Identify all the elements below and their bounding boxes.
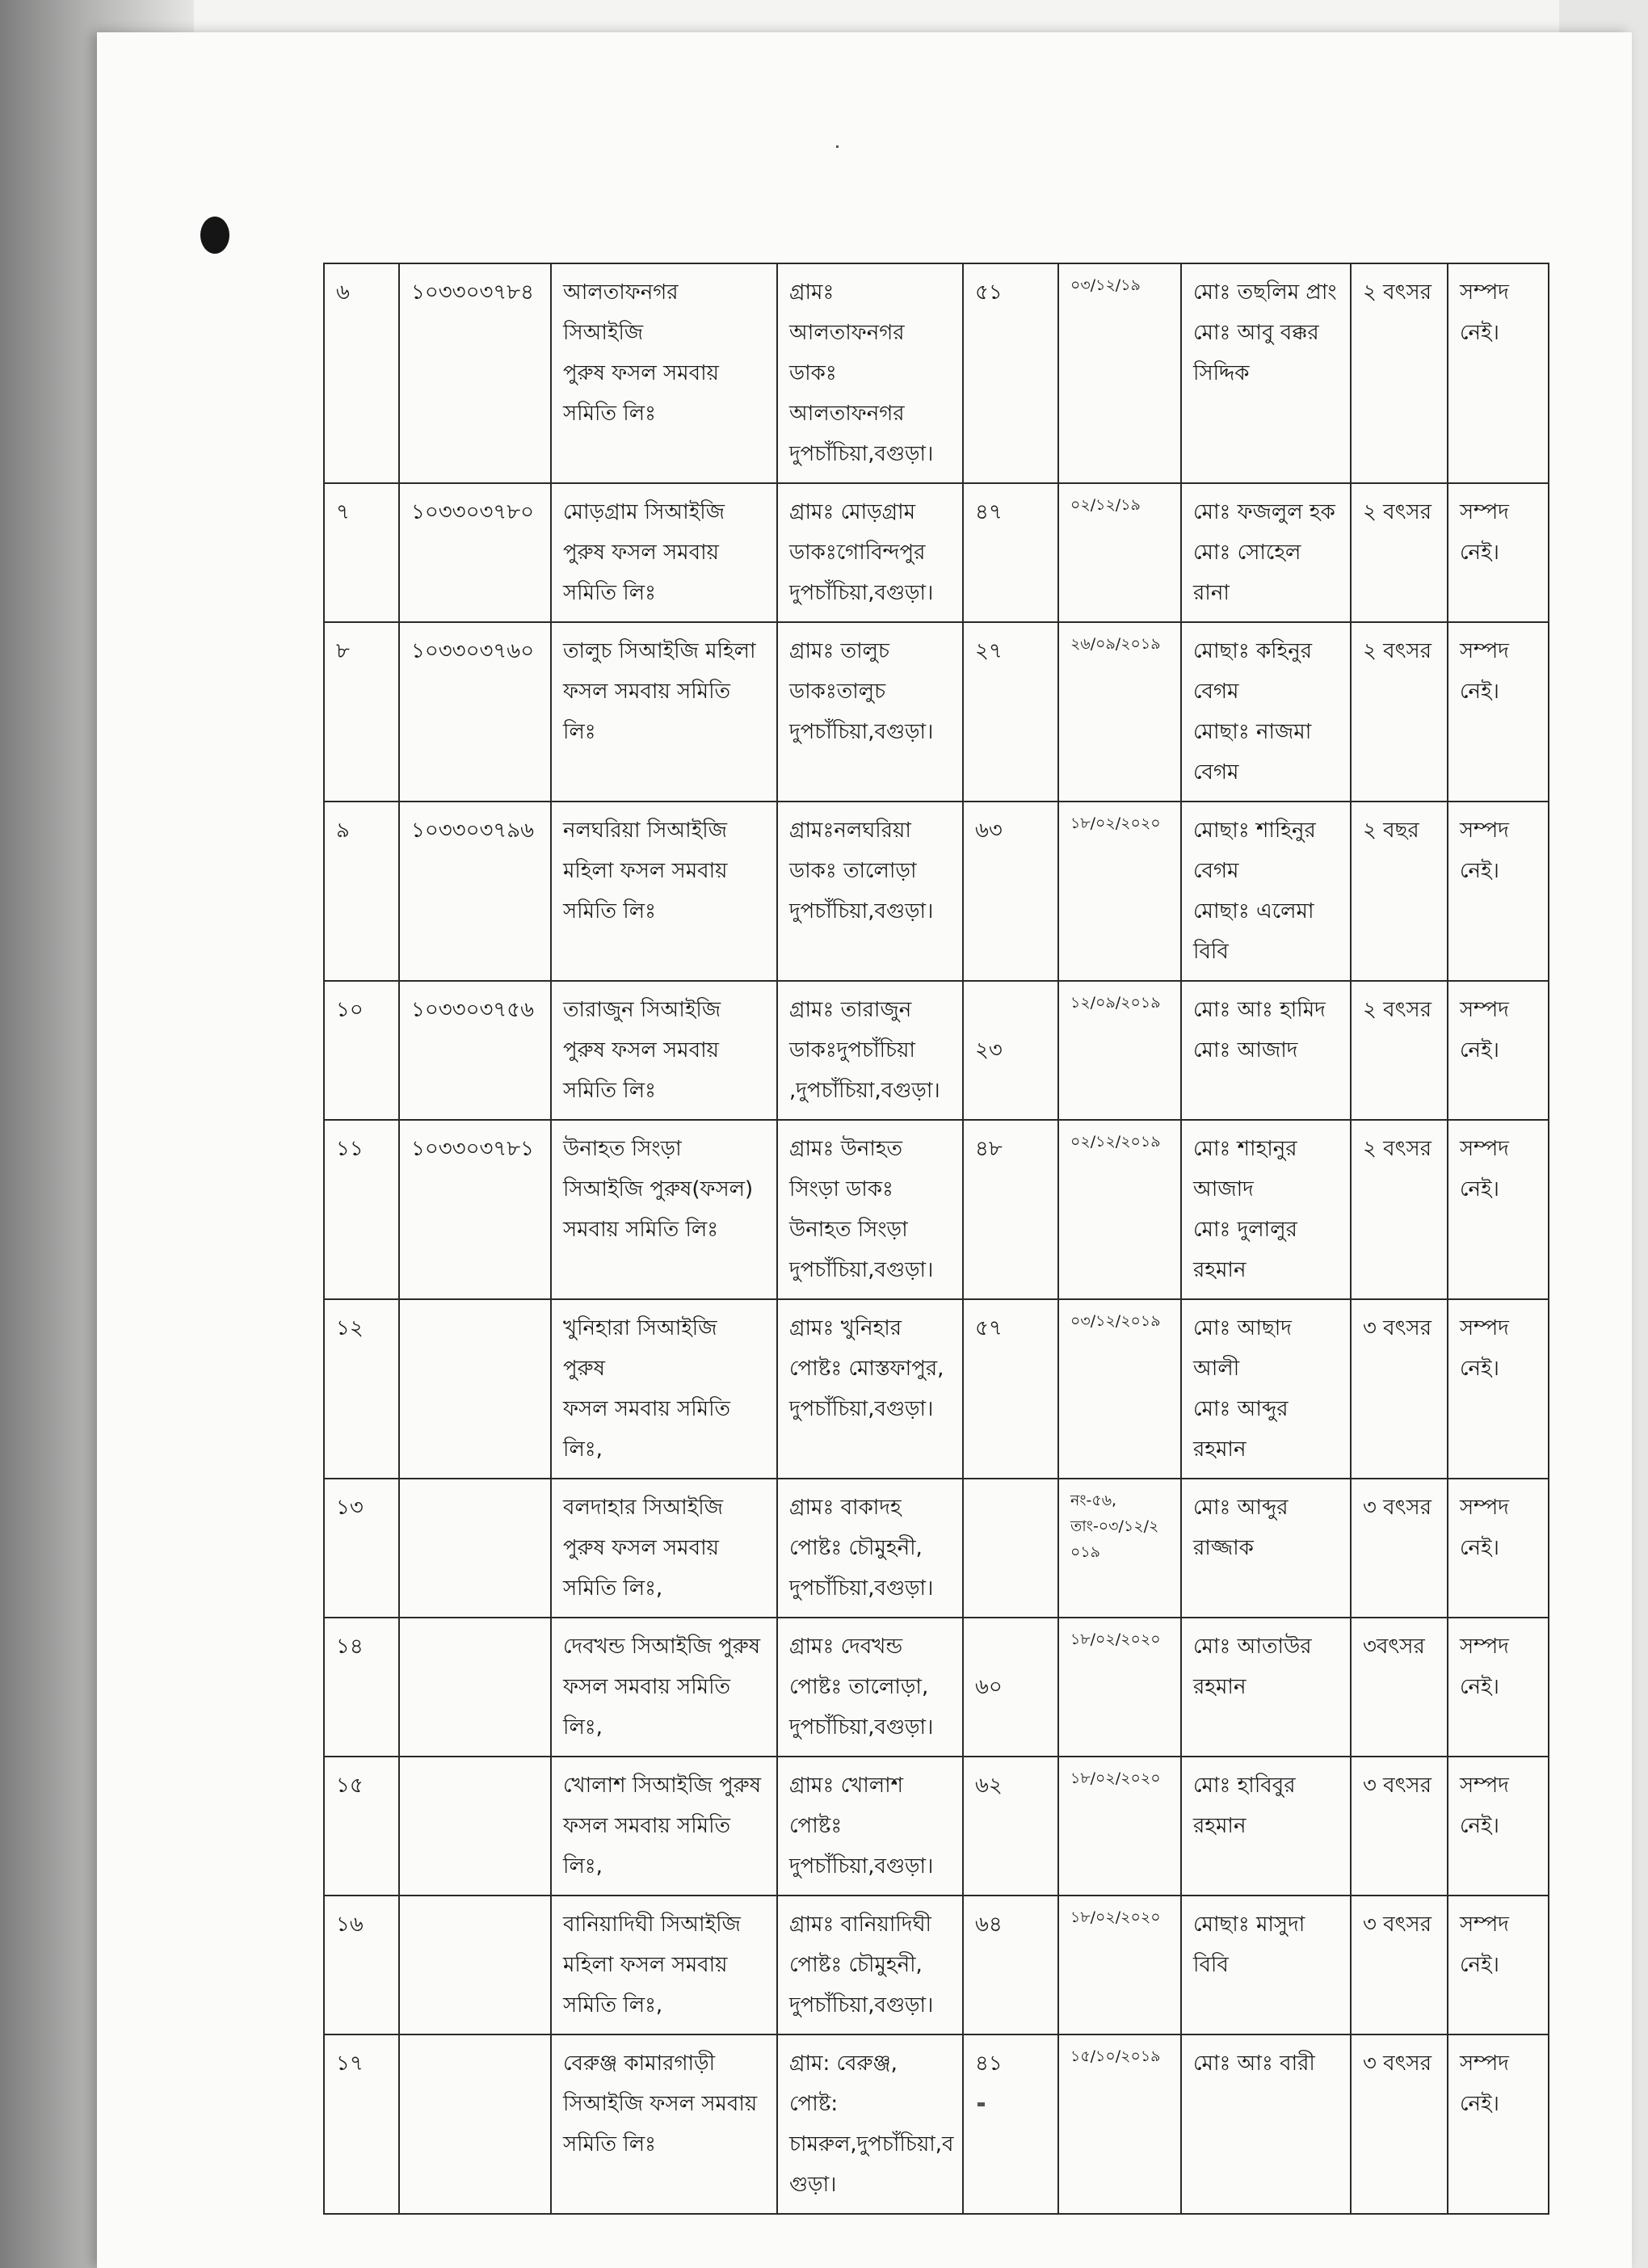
society-table (323, 263, 1549, 2215)
serial-cell: ১৭ (324, 2034, 399, 2214)
table-row (324, 1299, 1549, 1479)
society-name-cell: উনাহত সিংড়া সিআইজি পুরুষ(ফসল) সমবায় সমিতি লিঃ (551, 1120, 777, 1299)
table-body (324, 263, 1549, 2214)
serial-cell: ১৪ (324, 1618, 399, 1757)
society-name-cell: মোড়গ্রাম সিআইজি পুরুষ ফসল সমবায় সমিতি লিঃ (551, 483, 777, 622)
member-count-cell: ৬৪ (963, 1896, 1058, 2034)
table-row (324, 483, 1549, 622)
period-cell: ৩ বৎসর (1351, 2034, 1448, 2214)
date-cell: ০২/১২/২০১৯ (1058, 1120, 1181, 1299)
asset-cell: সম্পদ নেই। (1448, 981, 1549, 1120)
asset-cell: সম্পদ নেই। (1448, 1618, 1549, 1757)
serial-cell: ১৬ (324, 1896, 399, 2034)
period-cell: ৩ বৎসর (1351, 1896, 1448, 2034)
asset-cell: সম্পদ নেই। (1448, 2034, 1549, 2214)
serial-cell: ১১ (324, 1120, 399, 1299)
member-count-cell (963, 1479, 1058, 1618)
date-cell: ১৫/১০/২০১৯ (1058, 2034, 1181, 2214)
officers-cell: মোঃ হাবিবুর রহমান (1181, 1757, 1351, 1896)
society-name-cell: বলদাহার সিআইজি পুরুষ ফসল সমবায় সমিতি লিঃ, (551, 1479, 777, 1618)
officers-cell: মোঃ ফজলুল হক মোঃ সোহেল রানা (1181, 483, 1351, 622)
table-row (324, 981, 1549, 1120)
registration-no-cell: ১০৩৩০৩৭৬০ (399, 622, 551, 802)
registration-no-cell (399, 1479, 551, 1618)
officers-cell: মোঃ আতাউর রহমান (1181, 1618, 1351, 1757)
registration-no-cell: ১০৩৩০৩৭৮০ (399, 483, 551, 622)
table-row (324, 802, 1549, 981)
serial-cell: ১২ (324, 1299, 399, 1479)
asset-cell: সম্পদ নেই। (1448, 1120, 1549, 1299)
address-cell: গ্রামঃ মোড়গ্রাম ডাকঃগোবিন্দপুর দুপচাঁচিয়া,বগুড়া। (777, 483, 963, 622)
address-cell: গ্রামঃ উনাহত সিংড়া ডাকঃ উনাহত সিংড়া দুপচাঁচিয়া,বগুড়া। (777, 1120, 963, 1299)
member-count-cell: ৪৭ (963, 483, 1058, 622)
address-cell: গ্রামঃ বানিয়াদিঘী পোষ্টঃ চৌমুহনী, দুপচাঁচিয়া,বগুড়া। (777, 1896, 963, 2034)
address-cell: গ্রাম: বেরুঞ্জ, পোষ্ট: চামরুল,দুপচাঁচিয়া,ব গুড়া। (777, 2034, 963, 2214)
asset-cell: সম্পদ নেই। (1448, 483, 1549, 622)
member-count-cell: ৬০ (963, 1618, 1058, 1757)
address-cell: গ্রামঃ আলতাফনগর ডাকঃ আলতাফনগর দুপচাঁচিয়া,বগুড়া। (777, 263, 963, 483)
officers-cell: মোঃ আব্দুর রাজ্জাক (1181, 1479, 1351, 1618)
member-count-cell: ৫১ (963, 263, 1058, 483)
member-count-cell: ৪৮ (963, 1120, 1058, 1299)
registration-no-cell (399, 2034, 551, 2214)
society-name-cell: তারাজুন সিআইজি পুরুষ ফসল সমবায় সমিতি লিঃ (551, 981, 777, 1120)
table-row (324, 1618, 1549, 1757)
officers-cell: মোঃ আছাদ আলী মোঃ আব্দুর রহমান (1181, 1299, 1351, 1479)
punch-hole (200, 217, 229, 254)
asset-cell: সম্পদ নেই। (1448, 263, 1549, 483)
society-name-cell: বানিয়াদিঘী সিআইজি মহিলা ফসল সমবায় সমিতি লিঃ, (551, 1896, 777, 2034)
date-cell: ২৬/০৯/২০১৯ (1058, 622, 1181, 802)
asset-cell: সম্পদ নেই। (1448, 1896, 1549, 2034)
asset-cell: সম্পদ নেই। (1448, 802, 1549, 981)
period-cell: ৩ বৎসর (1351, 1479, 1448, 1618)
date-cell: ০৩/১২/১৯ (1058, 263, 1181, 483)
table-row (324, 1479, 1549, 1618)
serial-cell: ৬ (324, 263, 399, 483)
period-cell: ২ বছর (1351, 802, 1448, 981)
address-cell: গ্রামঃ বাকাদহ পোষ্টঃ চৌমুহনী, দুপচাঁচিয়া,বগুড়া। (777, 1479, 963, 1618)
officers-cell: মোছাঃ শাহিনুর বেগম মোছাঃ এলেমা বিবি (1181, 802, 1351, 981)
speck (836, 145, 839, 148)
period-cell: ২ বৎসর (1351, 263, 1448, 483)
officers-cell: মোঃ শাহানুর আজাদ মোঃ দুলালুর রহমান (1181, 1120, 1351, 1299)
address-cell: গ্রামঃ তালুচ ডাকঃতালুচ দুপচাঁচিয়া,বগুড়া। (777, 622, 963, 802)
address-cell: গ্রামঃ দেবখন্ড পোষ্টঃ তালোড়া, দুপচাঁচিয়া,বগুড়া। (777, 1618, 963, 1757)
table-row (324, 622, 1549, 802)
period-cell: ৩ বৎসর (1351, 1299, 1448, 1479)
asset-cell: সম্পদ নেই। (1448, 622, 1549, 802)
table-row (324, 1757, 1549, 1896)
society-name-cell: খোলাশ সিআইজি পুরুষ ফসল সমবায় সমিতি লিঃ, (551, 1757, 777, 1896)
officers-cell: মোছাঃ মাসুদা বিবি (1181, 1896, 1351, 2034)
member-count-cell: ৫৭ (963, 1299, 1058, 1479)
date-cell: ১৮/০২/২০২০ (1058, 802, 1181, 981)
serial-cell: ৯ (324, 802, 399, 981)
officers-cell: মোঃ আঃ হামিদ মোঃ আজাদ (1181, 981, 1351, 1120)
registration-no-cell (399, 1757, 551, 1896)
period-cell: ৩ বৎসর (1351, 1757, 1448, 1896)
table-row (324, 1120, 1549, 1299)
period-cell: ২ বৎসর (1351, 981, 1448, 1120)
member-count-cell: ৬৩ (963, 802, 1058, 981)
asset-cell: সম্পদ নেই। (1448, 1757, 1549, 1896)
registration-no-cell (399, 1896, 551, 2034)
serial-cell: ১০ (324, 981, 399, 1120)
serial-cell: ৮ (324, 622, 399, 802)
asset-cell: সম্পদ নেই। (1448, 1479, 1549, 1618)
address-cell: গ্রামঃনলঘরিয়া ডাকঃ তালোড়া দুপচাঁচিয়া,বগুড়া। (777, 802, 963, 981)
date-cell: নং-৫৬, তাং-০৩/১২/২ ০১৯ (1058, 1479, 1181, 1618)
asset-cell: সম্পদ নেই। (1448, 1299, 1549, 1479)
registration-no-cell: ১০৩৩০৩৭৮৪ (399, 263, 551, 483)
registration-no-cell (399, 1299, 551, 1479)
society-name-cell: তালুচ সিআইজি মহিলা ফসল সমবায় সমিতি লিঃ (551, 622, 777, 802)
table-row (324, 263, 1549, 483)
serial-cell: ১৫ (324, 1757, 399, 1896)
table-row (324, 1896, 1549, 2034)
registration-no-cell: ১০৩৩০৩৭৯৬ (399, 802, 551, 981)
member-count-cell: ২৭ (963, 622, 1058, 802)
registration-no-cell: ১০৩৩০৩৭৮১ (399, 1120, 551, 1299)
society-name-cell: দেবখন্ড সিআইজি পুরুষ ফসল সমবায় সমিতি লিঃ, (551, 1618, 777, 1757)
document-page (97, 32, 1632, 2268)
registration-no-cell (399, 1618, 551, 1757)
society-name-cell: বেরুঞ্জ কামারগাড়ী সিআইজি ফসল সমবায় সমিতি লিঃ (551, 2034, 777, 2214)
date-cell: ০২/১২/১৯ (1058, 483, 1181, 622)
address-cell: গ্রামঃ খোলাশ পোষ্টঃ দুপচাঁচিয়া,বগুড়া। (777, 1757, 963, 1896)
date-cell: ১৮/০২/২০২০ (1058, 1896, 1181, 2034)
date-cell: ১৮/০২/২০২০ (1058, 1757, 1181, 1896)
society-name-cell: নলঘরিয়া সিআইজি মহিলা ফসল সমবায় সমিতি লিঃ (551, 802, 777, 981)
member-count-cell: ৬২ (963, 1757, 1058, 1896)
period-cell: ২ বৎসর (1351, 622, 1448, 802)
society-name-cell: খুনিহারা সিআইজি পুরুষ ফসল সমবায় সমিতি লিঃ, (551, 1299, 777, 1479)
society-name-cell: আলতাফনগর সিআইজি পুরুষ ফসল সমবায় সমিতি লিঃ (551, 263, 777, 483)
address-cell: গ্রামঃ খুনিহার পোষ্টঃ মোস্তফাপুর, দুপচাঁচিয়া,বগুড়া। (777, 1299, 963, 1479)
table-row (324, 2034, 1549, 2214)
member-count-cell: ৪১ (963, 2034, 1058, 2214)
period-cell: ২ বৎসর (1351, 1120, 1448, 1299)
officers-cell: মোঃ আঃ বারী (1181, 2034, 1351, 2214)
officers-cell: মোঃ তছলিম প্রাং মোঃ আবু বক্কর সিদ্দিক (1181, 263, 1351, 483)
member-count-cell: ২৩ (963, 981, 1058, 1120)
serial-cell: ১৩ (324, 1479, 399, 1618)
date-cell: ০৩/১২/২০১৯ (1058, 1299, 1181, 1479)
registration-no-cell: ১০৩৩০৩৭৫৬ (399, 981, 551, 1120)
period-cell: ৩বৎসর (1351, 1618, 1448, 1757)
serial-cell: ৭ (324, 483, 399, 622)
officers-cell: মোছাঃ কহিনুর বেগম মোছাঃ নাজমা বেগম (1181, 622, 1351, 802)
address-cell: গ্রামঃ তারাজুন ডাকঃদুপচাঁচিয়া ,দুপচাঁচিয়া,বগুড়া। (777, 981, 963, 1120)
date-cell: ১২/০৯/২০১৯ (1058, 981, 1181, 1120)
date-cell: ১৮/০২/২০২০ (1058, 1618, 1181, 1757)
period-cell: ২ বৎসর (1351, 483, 1448, 622)
